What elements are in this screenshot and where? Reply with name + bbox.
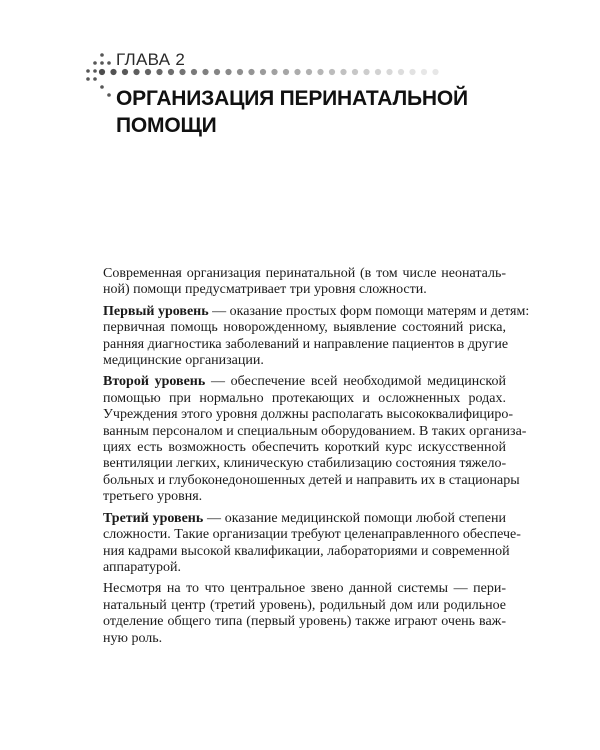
text-line: ную роль.	[103, 630, 163, 646]
paragraph-first-level	[103, 303, 530, 370]
text-line: больных и глубоконедоношенных детей и направить их в стационары	[103, 472, 520, 488]
text-line: первичная помощь новорожденному, выявление состояний риска,	[103, 320, 506, 336]
text-line: медицинские организации.	[103, 353, 264, 369]
decorative-dot	[306, 69, 312, 75]
decorative-dot	[100, 61, 104, 65]
text-fragment: — оказание медицинской помощи любой степени	[203, 510, 506, 526]
paragraph-intro	[103, 266, 506, 299]
decorative-dot	[283, 69, 289, 75]
text-fragment: — оказание простых форм помощи матерям и детям:	[208, 303, 530, 319]
decorative-dot	[432, 69, 438, 75]
decorative-dot	[100, 85, 104, 89]
text-line: циях есть возможность обеспечить короткий курс искусственной	[103, 440, 506, 456]
text-line: ранняя диагностика заболеваний и направление пациентов в другие	[103, 336, 509, 352]
decorative-dot	[86, 69, 90, 73]
decorative-dot	[409, 69, 415, 75]
decorative-dot	[352, 69, 358, 75]
chapter-title	[116, 85, 468, 139]
decorative-dot	[93, 77, 97, 81]
decorative-dot	[202, 69, 208, 75]
text-line: ной) помощи предусматривает три уровня сложности.	[103, 282, 427, 298]
decorative-dot	[317, 69, 323, 75]
decorative-dot	[225, 69, 231, 75]
text-line: ния кадрами высокой квалификации, лабораториями и современной	[103, 543, 510, 559]
text-line: третьего уровня.	[103, 489, 203, 505]
term-first-level: Первый уровень	[103, 303, 209, 319]
decorative-dot	[421, 69, 427, 75]
text-line: сложности. Такие организации требуют целенаправленного обеспече-	[103, 527, 521, 543]
decorative-dot	[93, 61, 97, 65]
decorative-dot	[191, 69, 197, 75]
decorative-dot	[86, 77, 90, 81]
text-line: Современная организация перинатальной (в том числе неонаталь-	[103, 266, 506, 281]
decorative-dot	[363, 69, 369, 75]
chapter-title-line-2: ПОМОЩИ	[116, 114, 217, 137]
term-second-level: Второй уровень	[103, 374, 206, 390]
decorative-dot	[93, 69, 97, 73]
decorative-dot	[237, 69, 243, 75]
decorative-dot	[107, 61, 111, 65]
decorative-dot	[294, 69, 300, 75]
text-line: ванным персоналом и специальным оборудованием. В таких организа-	[103, 423, 527, 439]
text-line: помощью при нормально протекающих и осложненных родах.	[103, 390, 506, 406]
text-fragment: — обеспечение всей необходимой медицинской	[205, 374, 506, 390]
text-line: Несмотря на то что центральное звено данной системы — пери-	[103, 581, 506, 597]
decorative-dot	[375, 69, 381, 75]
chapter-title-line-1: ОРГАНИЗАЦИЯ ПЕРИНАТАЛЬНОЙ	[116, 87, 468, 110]
text-line	[103, 374, 506, 390]
body-text	[103, 266, 530, 652]
decorative-dot	[100, 53, 104, 57]
paragraph-conclusion	[103, 581, 506, 647]
decorative-dot	[99, 69, 105, 75]
decorative-dot	[329, 69, 335, 75]
text-line: Учреждения этого уровня должны располагать высококвалифициро-	[103, 407, 514, 423]
text-line	[103, 303, 530, 320]
decorative-dot	[398, 69, 404, 75]
text-line: вентиляции легких, клиническую стабилизацию состояния тяжело-	[103, 456, 507, 472]
decorative-dot	[386, 69, 392, 75]
text-line: натальный центр (третий уровень), родильный дом или родильное	[103, 597, 506, 613]
decorative-dot	[271, 69, 277, 75]
text-line	[103, 511, 506, 527]
text-line: аппаратурой.	[103, 559, 182, 575]
decorative-dot	[340, 69, 346, 75]
decorative-dot	[248, 69, 254, 75]
decorative-dot	[107, 93, 111, 97]
paragraph-second-level	[103, 374, 527, 505]
text-line: отделение общего типа (первый уровень) также играют очень важ-	[103, 614, 506, 630]
paragraph-third-level	[103, 510, 521, 577]
decorative-dot	[260, 69, 266, 75]
decorative-dot	[214, 69, 220, 75]
term-third-level: Третий уровень	[103, 510, 204, 526]
chapter-label: ГЛАВА 2	[116, 50, 186, 69]
